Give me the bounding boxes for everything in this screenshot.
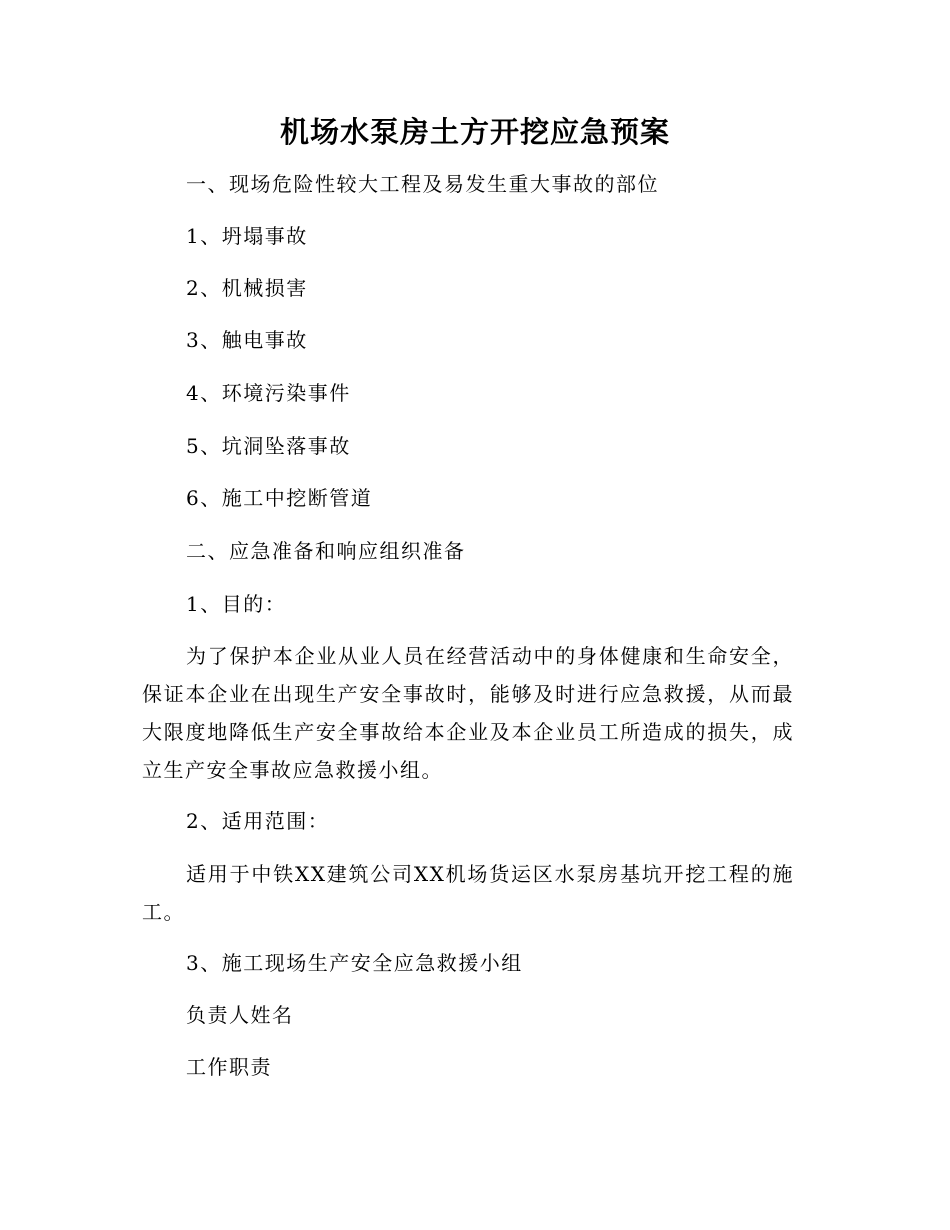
subheading-purpose: 1、目的： xyxy=(186,592,287,616)
paragraph-purpose: 为了保护本企业从业人员在经营活动中的身体健康和生命安全，保证本企业在出现生产安全事故时，能够及时进行应急救援，从而最大限度地降低生产安全事故给本企业及本企业员工所造成的损失，成立生产安全事故应急救援小组。 xyxy=(142,644,794,782)
list-item: 2、机械损害 xyxy=(186,276,308,300)
list-item: 5、坑洞坠落事故 xyxy=(186,434,351,458)
list-item: 3、触电事故 xyxy=(186,328,308,352)
document-title: 机场水泵房土方开挖应急预案 xyxy=(279,115,670,149)
list-item: 4、环境污染事件 xyxy=(186,381,351,405)
section-heading-1: 一、现场危险性较大工程及易发生重大事故的部位 xyxy=(186,172,659,196)
subheading-scope: 2、适用范围： xyxy=(186,809,330,833)
section-heading-2: 二、应急准备和响应组织准备 xyxy=(186,539,466,563)
duties-label: 工作职责 xyxy=(186,1055,272,1079)
leader-name-label: 负责人姓名 xyxy=(186,1003,294,1027)
list-item: 6、施工中挖断管道 xyxy=(186,486,373,510)
subheading-team: 3、施工现场生产安全应急救援小组 xyxy=(186,951,523,975)
list-item: 1、坍塌事故 xyxy=(186,224,308,248)
paragraph-scope: 适用于中铁XX建筑公司XX机场货运区水泵房基坑开挖工程的施工。 xyxy=(142,862,794,924)
